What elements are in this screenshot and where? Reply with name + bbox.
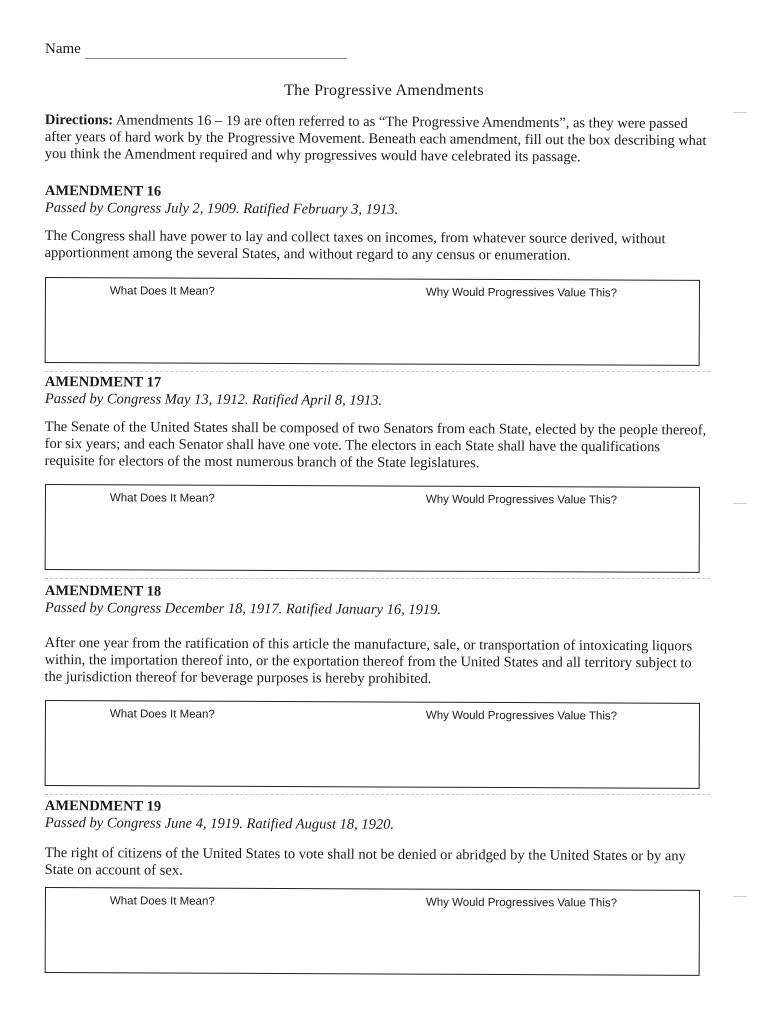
amendment-dates: Passed by Congress June 4, 1919. Ratified August 18, 1920. <box>44 814 395 833</box>
name-blank-line[interactable] <box>85 58 347 59</box>
name-label: Name <box>45 41 81 57</box>
amendment-16-answer-box[interactable] <box>45 277 700 366</box>
why-value-label: Why Would Progressives Value This? <box>425 709 618 723</box>
what-does-it-mean-label: What Does It Mean? <box>109 895 215 908</box>
amendment-text: The Senate of the United States shall be composed of two Senators from each State, elected by the people thereof, for six years; and each Senator shall have one vote. The electors in each State shall have the qualifications requisite for electors of the most numerous branch of the State legislatures. <box>44 418 707 472</box>
amendment-heading: AMENDMENT 17 <box>44 374 162 391</box>
amendment-19-section <box>45 798 710 882</box>
amendment-dates: Passed by Congress May 13, 1912. Ratified April 8, 1913. <box>44 390 383 409</box>
amendment-text: The Congress shall have power to lay and collect taxes on incomes, from whatever source derived, without apportionment among the several States, and without regard to any census or enumeration. <box>44 227 666 264</box>
margin-punch-mark <box>733 503 747 504</box>
margin-punch-mark <box>733 896 747 897</box>
what-does-it-mean-label: What Does It Mean? <box>109 492 215 505</box>
why-value-label: Why Would Progressives Value This? <box>425 493 618 507</box>
page-title: The Progressive Amendments <box>284 82 484 99</box>
amendment-dates: Passed by Congress July 2, 1909. Ratified February 3, 1913. <box>44 199 399 218</box>
why-value-label: Why Would Progressives Value This? <box>425 896 618 910</box>
amendment-text: The right of citizens of the United States to vote shall not be denied or abridged by the United States or by any State on account of sex. <box>44 844 686 879</box>
amendment-heading: AMENDMENT 19 <box>44 798 162 815</box>
amendment-19-answer-box[interactable] <box>45 887 700 976</box>
amendment-dates: Passed by Congress December 18, 1917. Ratified January 16, 1919. <box>44 599 442 619</box>
name-field <box>45 41 81 58</box>
what-does-it-mean-label: What Does It Mean? <box>109 708 215 721</box>
amendment-heading: AMENDMENT 18 <box>44 583 162 600</box>
section-divider <box>45 794 710 795</box>
amendment-16-section <box>45 183 710 265</box>
section-divider <box>45 371 710 372</box>
directions-text: Amendments 16 – 19 are often referred to as “The Progressive Amendments”, as they were passed after years of hard work by the Progressive Movement. Beneath each amendment, fill out the box describing what you think the Amendment required and why progressives would have celebrated its passage. <box>44 112 707 166</box>
section-divider <box>45 578 710 579</box>
what-does-it-mean-label: What Does It Mean? <box>109 285 215 298</box>
amendment-17-section <box>44 374 709 473</box>
why-value-label: Why Would Progressives Value This? <box>425 286 618 300</box>
amendment-17-answer-box[interactable] <box>45 484 700 573</box>
amendment-heading: AMENDMENT 16 <box>44 183 162 200</box>
directions-paragraph <box>45 112 710 167</box>
margin-punch-mark <box>733 112 747 113</box>
amendment-text: After one year from the ratification of this article the manufacture, sale, or transportation of intoxicating liquors within, the importation thereof into, or the exportation thereof from the United States and all territory subject to the jurisdiction thereof for beverage purposes is hereby prohibited. <box>44 634 693 688</box>
amendment-18-answer-box[interactable] <box>45 700 700 789</box>
amendment-18-section <box>44 583 710 689</box>
directions-label: Directions: <box>44 112 114 129</box>
